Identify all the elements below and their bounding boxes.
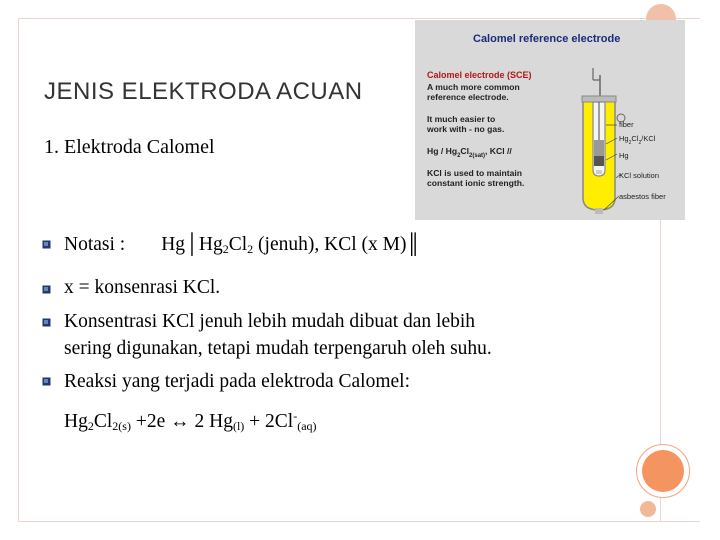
- figure-note: reference electrode.: [427, 92, 509, 102]
- figure-note: work with - no gas.: [427, 124, 505, 134]
- bullet-notasi: Notasi : $Hg│Hg_2Cl_2$ (jenuh), KCl (x M)║: [64, 234, 421, 256]
- label-mercury: Hg: [619, 151, 629, 160]
- electrode-diagram: [415, 20, 685, 220]
- electrode-wire: [593, 68, 600, 80]
- figure-note-notation: Hg / $Hg_2Cl_{2(sat)}$, KCl //: [427, 146, 512, 159]
- bullet-icon: [42, 377, 50, 385]
- calomel-electrode-figure: [415, 20, 685, 220]
- bullet-konsentrasi-def: x = konsenrasi KCl.: [64, 277, 221, 298]
- decor-circle-bottom: [642, 450, 684, 492]
- mercury: [594, 156, 604, 166]
- bullet-icon: [42, 240, 50, 248]
- calomel-paste: [594, 140, 604, 156]
- bullet-icon: [42, 285, 50, 293]
- figure-note: constant ionic strength.: [427, 178, 525, 188]
- figure-note: KCl is used to maintain: [427, 168, 523, 178]
- slide-title: JENIS ELEKTRODA ACUAN: [44, 78, 363, 105]
- label-asbestos-fiber: asbestos fiber: [619, 192, 666, 201]
- figure-sce-label: Calomel electrode (SCE): [427, 70, 532, 80]
- figure-title: Calomel reference electrode: [473, 33, 621, 45]
- label-kcl-solution: KCl solution: [619, 171, 660, 180]
- bullet-konsentrasi-line2: sering digunakan, tetapi mudah terpengaruh oleh suhu.: [64, 338, 492, 359]
- tube-cap: [582, 96, 616, 102]
- bullet-icon: [42, 318, 50, 326]
- decor-circle-small: [640, 501, 656, 517]
- bullet-konsentrasi-line1: Konsentrasi KCl jenuh lebih mudah dibuat dan lebih: [64, 311, 476, 332]
- slide-subtitle: 1. Elektroda Calomel: [44, 136, 215, 158]
- figure-note: A much more common: [427, 82, 520, 92]
- label-fiber: fiber: [619, 120, 634, 129]
- reaction-equation: $Hg_2Cl_{2(s)} +2e$ ↔ 2 $Hg_{(l)} + 2Cl^-_{(aq)}$: [64, 409, 317, 433]
- label-calomel-paste: $Hg_2Cl_2$/KCl: [619, 134, 656, 146]
- bullet-reaksi: Reaksi yang terjadi pada elektroda Calomel:: [64, 371, 411, 392]
- figure-note: It much easier to: [427, 114, 496, 124]
